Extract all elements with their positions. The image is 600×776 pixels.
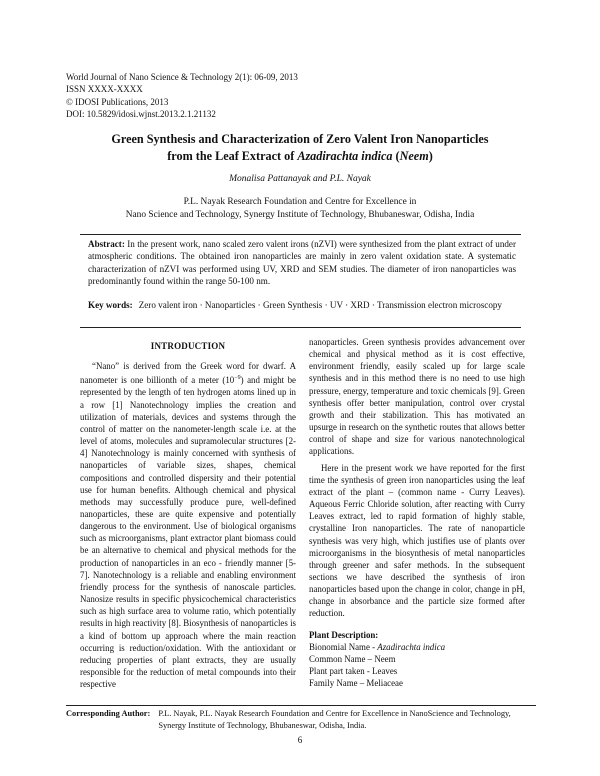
corresponding-author [66, 708, 536, 732]
abstract-top-rule [80, 234, 521, 235]
title-prefix: from the Leaf Extract of [167, 148, 298, 163]
footer-rule [66, 705, 536, 706]
plant-part: Plant part taken - Leaves [309, 666, 398, 677]
abstract-text: In the present work, nano scaled zero valent irons (nZVI) were synthesized from the plant extract of under atmospheric conditions. The obtained iron nanoparticles are mainly in zero valent oxidation state. A systematic characterization of nZVI was performed using UV, XRD and SEM studies. The diameter of iron nanoparticles was predominantly found within the range 50-100 nm. [88, 239, 516, 287]
keywords-text: Zero valent iron · Nanoparticles · Green Synthesis · UV · XRD · Transmission electron microscopy [138, 300, 502, 310]
title-close-paren: ) [428, 148, 433, 163]
page-number: 6 [297, 735, 303, 745]
intro-right-paragraph-1: nanoparticles. Green synthesis provides advancement over chemical and physical method as it is cost effective, environment friendly, easily scaled up for large scale synthesis and in this method there is no need to use high pressure, energy, temperature and toxic chemicals [9]. Green synthesis offer better manipulation, control over crystal growth and their stabilization. This has motivated an upsurge in research on the synthetic routes that allows better control of shape and size for various nanotechnological applications. [309, 337, 525, 457]
abstract [88, 238, 516, 288]
intro-right-paragraph-2: Here in the present work we have reported for the first time the synthesis of green iron nanoparticles using the leaf extract of the plant – (common name - Curry Leaves). Aqueous Ferric Chloride solution, after reacting with Curry Leaves extract, led to rapid formation of highly stable, crystalline Iron nanoparticles. The rate of nanoparticle synthesis was very high, which justifies use of plants over microorganisms in the biosynthesis of metal nanoparticles through greener and safer methods. In the subsequent sections we have described the synthesis of iron nanoparticles based upon the change in color, change in pH, change in absorbance and the particle size formed after reduction. [309, 462, 525, 619]
common-name: Common Name – Neem [309, 653, 396, 664]
plant-description-heading: Plant Description: [309, 629, 379, 640]
doi: DOI: 10.5829/idosi.wjnst.2013.2.1.21132 [66, 108, 216, 119]
issn: ISSN XXXX-XXXX [66, 84, 143, 95]
authors: Monalisa Pattanayak and P.L. Nayak [229, 174, 371, 184]
bionomial-label: Bionomial Name - [309, 641, 378, 652]
bionomial-name [309, 641, 525, 653]
bionomial-value: Azadirachta indica [377, 641, 446, 652]
corresponding-author-text: P.L. Nayak, P.L. Nayak Research Foundation and Centre for Excellence in NanoScience and Technology, Synergy Institute of Technology, Bhubaneswar, Odisha, India. [158, 709, 511, 730]
corresponding-author-label: Corresponding Author: [66, 709, 151, 718]
intro-paragraph-1 [80, 360, 296, 690]
intro-p1-superscript: −9 [234, 375, 241, 382]
copyright: © IDOSI Publications, 2013 [66, 96, 169, 107]
introduction-heading: INTRODUCTION [150, 341, 226, 351]
left-column [80, 340, 296, 690]
affiliation-line-2: Nano Science and Technology, Synergy Institute of Technology, Bhubaneswar, Odisha, India [125, 209, 475, 220]
journal-header [66, 71, 298, 120]
title-common-name: Neem [399, 148, 429, 163]
right-column [309, 336, 525, 689]
abstract-label: Abstract: [88, 239, 125, 249]
title-line-1: Green Synthesis and Characterization of Zero Valent Iron Nanoparticles [111, 132, 489, 146]
affiliation-line-1: P.L. Nayak Research Foundation and Centre for Excellence in [183, 197, 417, 207]
journal-citation: World Journal of Nano Science & Technology 2(1): 06-09, 2013 [66, 72, 298, 82]
intro-p1-part-a: “Nano” is derived from the Greek word for dwarf. A nanometer is one billionth of a meter (10 [80, 361, 296, 386]
title-line-2 [60, 148, 540, 165]
title-species: Azadirachta indica [297, 148, 393, 163]
paper-title [60, 131, 540, 164]
affiliation [60, 196, 540, 221]
title-open-paren: ( [392, 148, 400, 163]
keywords-bottom-rule [80, 327, 521, 328]
family-name: Family Name – Meliaceae [309, 678, 403, 689]
keywords-label: Key words: [88, 300, 133, 310]
intro-p1-part-b: ) and might be represented by the length of ten hydrogen atoms lined up in a row [1] Nanotechnology implies the creation and utilization of materials, devices and systems through the control of matter on the nanometer-length scale i.e. at the level of atoms, molecules and supramolecular structures [2-4] Nanotechnology is mainly concerned with synthesis of nanoparticles of variable sizes, shapes, chemical compositions and controlled dispersity and their potential use for human benefits. Although chemical and physical methods may successfully produce pure, well-defined nanoparticles, these are quite expensive and potentially dangerous to the environment. Use of biological organisms such as microorganisms, plant extractor plant biomass could be an alternative to chemical and physical methods for the production of nanoparticles in an eco - friendly manner [5-7]. Nanotechnology is a reliable and enabling environment friendly process for the synthesis of nanoscale particles. Nanosize results in specific physicochemical characteristics such as high surface area to volume ratio, which potentially results in high reactivity [8]. Biosynthesis of nanoparticles is a kind of bottom up approach where the main reaction occurring is reduction/oxidation. With the antioxidant or reducing properties of plant extracts, they are usually responsible for the reduction of metal compounds into their respective [80, 375, 296, 690]
keywords [88, 299, 516, 311]
